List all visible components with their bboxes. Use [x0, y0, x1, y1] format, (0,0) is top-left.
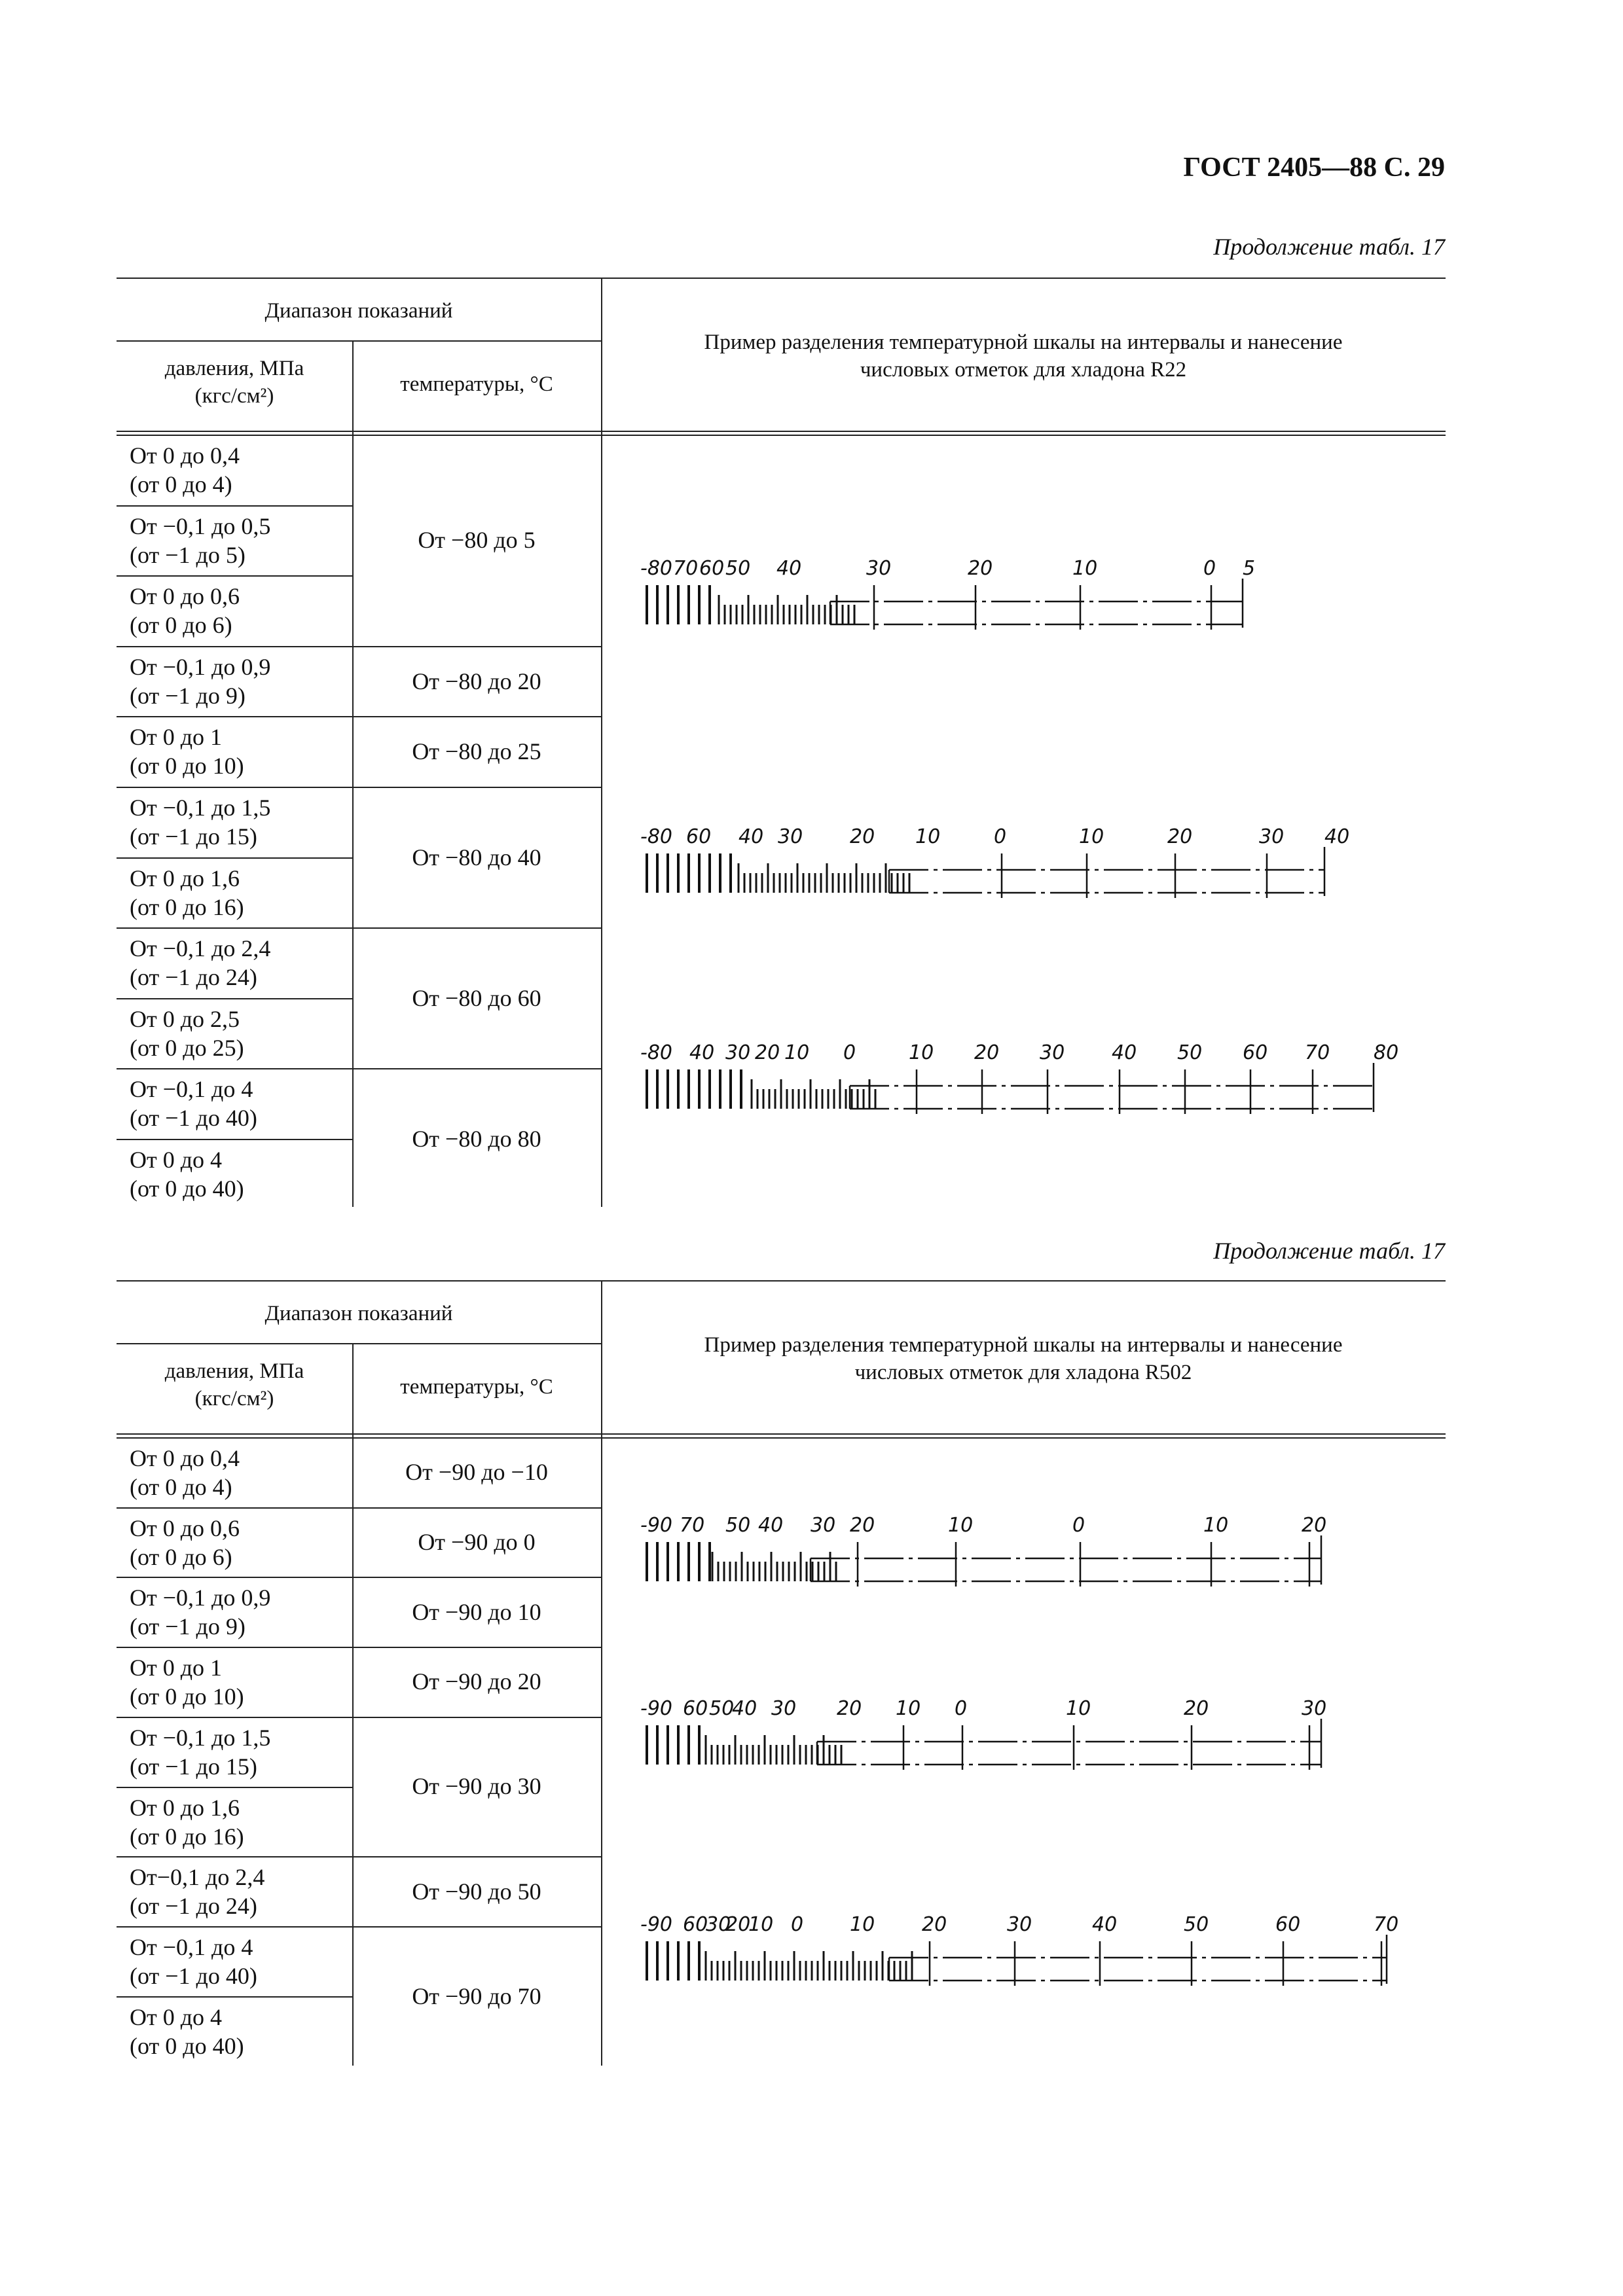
scale-label: -90 — [640, 1913, 672, 1936]
scale-label: 40 — [1324, 825, 1350, 848]
scale-label: 70 — [1374, 1913, 1399, 1936]
example-header — [601, 329, 1446, 384]
scale-label: 50 — [1184, 1913, 1209, 1936]
pressure-range-kgf: (от 0 до 16) — [130, 893, 244, 920]
temperature-scale-example — [640, 1037, 1400, 1128]
scale-label: 80 — [1374, 1041, 1399, 1064]
pressure-cell — [130, 653, 346, 710]
scale-label: 10 — [915, 825, 941, 848]
scale-label: 20 — [968, 557, 993, 580]
scale-label: 20 — [1167, 825, 1193, 848]
scale-label: 20 — [850, 825, 875, 848]
pressure-range: От −0,1 до 0,5 — [130, 512, 271, 539]
pressure-range-kgf: (от 0 до 10) — [130, 1683, 244, 1710]
scale-label: 50 — [725, 1514, 751, 1537]
pressure-range: От −0,1 до 1,5 — [130, 1724, 271, 1751]
pressure-range-kgf: (от 0 до 16) — [130, 1823, 244, 1850]
scale-label: 20 — [1184, 1697, 1209, 1720]
pressure-cell — [130, 441, 346, 499]
temperature-scale-example — [640, 552, 1400, 644]
pressure-range: От 0 до 1 — [130, 1655, 223, 1681]
temperature-range-cell: От −90 до 0 — [418, 1529, 536, 1556]
pressure-range: От 0 до 0,6 — [130, 1515, 240, 1541]
scale-label: -90 — [640, 1697, 672, 1720]
pressure-header — [117, 1357, 352, 1412]
pressure-range: От −0,1 до 0,9 — [130, 653, 271, 680]
temperature-header: температуры, °С — [400, 1375, 553, 1399]
example-header-line2: числовых отметок для хладона R22 — [860, 358, 1187, 382]
pressure-range: От 0 до 4 — [130, 1147, 223, 1173]
pressure-range: От 0 до 4 — [130, 2003, 223, 2030]
scale-label: 10 — [896, 1697, 921, 1720]
pressure-range: От 0 до 1,6 — [130, 1794, 240, 1821]
pressure-header-label: давления, МПа — [164, 1359, 304, 1383]
scale-label: 40 — [776, 557, 802, 580]
scale-label: 0 — [843, 1041, 856, 1064]
table-r502 — [117, 1280, 1446, 2066]
scale-label: 30 — [811, 1514, 836, 1537]
scale-label: 20 — [922, 1913, 947, 1936]
pressure-cell — [130, 1514, 346, 1571]
example-header-line1: Пример разделения температурной шкалы на интервалы и нанесение — [704, 331, 1343, 354]
pressure-cell — [130, 864, 346, 922]
pressure-range: От 0 до 0,4 — [130, 442, 240, 469]
temperature-header: температуры, °С — [400, 372, 553, 396]
temperature-range-cell: От −90 до 70 — [412, 1982, 541, 2009]
scale-label: 20 — [725, 1913, 751, 1936]
scale-label: 10 — [909, 1041, 934, 1064]
pressure-cell — [130, 1933, 346, 1990]
pressure-range: От 0 до 0,6 — [130, 583, 240, 610]
scale-label: 20 — [1302, 1514, 1327, 1537]
pressure-cell — [130, 1653, 346, 1711]
scale-label: 40 — [1112, 1041, 1137, 1064]
scale-label: 10 — [1066, 1697, 1091, 1720]
scale-label: 10 — [1203, 1514, 1229, 1537]
scale-label: 70 — [1305, 1041, 1330, 1064]
scale-label: 0 — [994, 825, 1007, 848]
scale-label: 60 — [1243, 1041, 1268, 1064]
scale-label: 70 — [673, 557, 699, 580]
scale-label: -80 — [640, 1041, 672, 1064]
scale-label: 5 — [1243, 557, 1256, 580]
temperature-range-cell: От −80 до 25 — [412, 738, 541, 765]
pressure-cell — [130, 1793, 346, 1851]
pressure-range: От −0,1 до 1,5 — [130, 795, 271, 821]
scale-label: -90 — [640, 1514, 672, 1537]
pressure-range: От −0,1 до 4 — [130, 1933, 253, 1960]
scale-label: 10 — [948, 1514, 974, 1537]
pressure-range: От−0,1 до 2,4 — [130, 1864, 265, 1891]
pressure-cell — [130, 1444, 346, 1501]
pressure-range-kgf: (от −1 до 24) — [130, 1893, 257, 1920]
pressure-range-kgf: (от 0 до 40) — [130, 1175, 244, 1202]
pressure-cell — [130, 1863, 346, 1920]
temperature-range-cell: От −90 до 30 — [412, 1773, 541, 1800]
pressure-range-kgf: (от −1 до 9) — [130, 682, 246, 709]
example-header-line1: Пример разделения температурной шкалы на интервалы и нанесение — [704, 1333, 1343, 1357]
scale-label: 20 — [974, 1041, 1000, 1064]
pressure-range-kgf: (от 0 до 25) — [130, 1034, 244, 1061]
range-header: Диапазон показаний — [264, 299, 453, 323]
scale-label: 10 — [748, 1913, 774, 1936]
pressure-unit-label: (кгс/см²) — [194, 384, 274, 408]
scale-label: 30 — [771, 1697, 797, 1720]
pressure-range-kgf: (от 0 до 6) — [130, 1543, 232, 1570]
pressure-range-kgf: (от −1 до 15) — [130, 1753, 257, 1780]
pressure-cell — [130, 1723, 346, 1781]
scale-label: 60 — [683, 1697, 708, 1720]
scale-label: 30 — [1007, 1913, 1032, 1936]
table-continuation-label: Продолжение табл. 17 — [1213, 234, 1445, 260]
temperature-range-cell: От −90 до 10 — [412, 1598, 541, 1625]
temperature-scale-example — [640, 1693, 1400, 1784]
pressure-range: От 0 до 1 — [130, 724, 223, 751]
scale-label: 40 — [1092, 1913, 1118, 1936]
temperature-range-cell: От −90 до 20 — [412, 1668, 541, 1695]
temperature-scale-example — [640, 821, 1400, 912]
pressure-cell — [130, 1005, 346, 1062]
pressure-range-kgf: (от −1 до 5) — [130, 541, 246, 568]
scale-label: 60 — [686, 825, 712, 848]
pressure-header-label: давления, МПа — [164, 357, 304, 380]
temperature-range-cell: От −80 до 40 — [412, 844, 541, 870]
page-header: ГОСТ 2405—88 С. 29 — [1183, 152, 1445, 183]
table-r22 — [117, 278, 1446, 1207]
scale-label: 0 — [1203, 557, 1216, 580]
scale-label: 30 — [866, 557, 892, 580]
scale-label: -80 — [640, 557, 672, 580]
scale-label: 30 — [778, 825, 803, 848]
scale-label: 30 — [1040, 1041, 1065, 1064]
pressure-cell — [130, 1075, 346, 1132]
scale-label: 10 — [1072, 557, 1098, 580]
scale-label: 40 — [758, 1514, 784, 1537]
pressure-header — [117, 355, 352, 410]
pressure-range-kgf: (от −1 до 15) — [130, 823, 257, 850]
pressure-range-kgf: (от −1 до 40) — [130, 1962, 257, 1989]
temperature-range-cell: От −80 до 80 — [412, 1125, 541, 1152]
scale-label: 30 — [1259, 825, 1285, 848]
temperature-range-cell: От −90 до −10 — [405, 1459, 548, 1486]
pressure-range-kgf: (от 0 до 6) — [130, 612, 232, 639]
pressure-cell — [130, 723, 346, 780]
scale-label: 50 — [725, 557, 751, 580]
pressure-cell — [130, 582, 346, 639]
pressure-cell — [130, 2003, 346, 2060]
scale-label: 60 — [683, 1913, 708, 1936]
scale-label: 30 — [1302, 1697, 1327, 1720]
pressure-cell — [130, 934, 346, 992]
example-header-line2: числовых отметок для хладона R502 — [854, 1361, 1192, 1384]
temperature-range-cell: От −90 до 50 — [412, 1878, 541, 1905]
pressure-cell — [130, 1583, 346, 1641]
temperature-range-cell: От −80 до 5 — [418, 527, 536, 554]
pressure-range-kgf: (от −1 до 24) — [130, 964, 257, 991]
scale-label: 20 — [850, 1514, 875, 1537]
pressure-range-kgf: (от 0 до 4) — [130, 1474, 232, 1500]
example-header — [601, 1331, 1446, 1386]
scale-label: 50 — [1177, 1041, 1203, 1064]
temperature-range-cell: От −80 до 60 — [412, 984, 541, 1011]
scale-label: 0 — [955, 1697, 968, 1720]
pressure-cell — [130, 512, 346, 569]
pressure-range-kgf: (от 0 до 4) — [130, 471, 232, 497]
scale-label: 0 — [791, 1913, 804, 1936]
pressure-range: От 0 до 0,4 — [130, 1445, 240, 1471]
pressure-range-kgf: (от −1 до 40) — [130, 1105, 257, 1132]
scale-label: 40 — [739, 825, 764, 848]
scale-label: 60 — [699, 557, 725, 580]
scale-label: -80 — [640, 825, 672, 848]
pressure-range: От 0 до 1,6 — [130, 865, 240, 891]
pressure-unit-label: (кгс/см²) — [194, 1387, 274, 1410]
scale-label: 30 — [725, 1041, 751, 1064]
scale-label: 70 — [680, 1514, 705, 1537]
pressure-range-kgf: (от 0 до 10) — [130, 753, 244, 780]
scale-label: 20 — [837, 1697, 862, 1720]
scale-label: 60 — [1275, 1913, 1301, 1936]
temperature-scale-example — [640, 1509, 1400, 1601]
scale-label: 10 — [850, 1913, 875, 1936]
pressure-cell — [130, 1145, 346, 1203]
scale-label: 20 — [755, 1041, 780, 1064]
pressure-range-kgf: (от −1 до 9) — [130, 1613, 246, 1640]
scale-label: 50 — [709, 1697, 735, 1720]
pressure-range: От −0,1 до 0,9 — [130, 1585, 271, 1611]
temperature-scale-example — [640, 1909, 1400, 2000]
pressure-range: От 0 до 2,5 — [130, 1005, 240, 1032]
scale-label: 0 — [1072, 1514, 1085, 1537]
temperature-range-cell: От −80 до 20 — [412, 668, 541, 694]
pressure-range: От −0,1 до 4 — [130, 1076, 253, 1103]
scale-label: 30 — [706, 1913, 731, 1936]
table-continuation-label: Продолжение табл. 17 — [1213, 1238, 1445, 1264]
range-header: Диапазон показаний — [264, 1302, 453, 1325]
pressure-range-kgf: (от 0 до 40) — [130, 2032, 244, 2059]
pressure-range: От −0,1 до 2,4 — [130, 935, 271, 962]
pressure-cell — [130, 793, 346, 851]
scale-label: 10 — [1079, 825, 1104, 848]
scale-label: 10 — [784, 1041, 810, 1064]
scale-label: 40 — [732, 1697, 757, 1720]
scale-label: 40 — [689, 1041, 715, 1064]
